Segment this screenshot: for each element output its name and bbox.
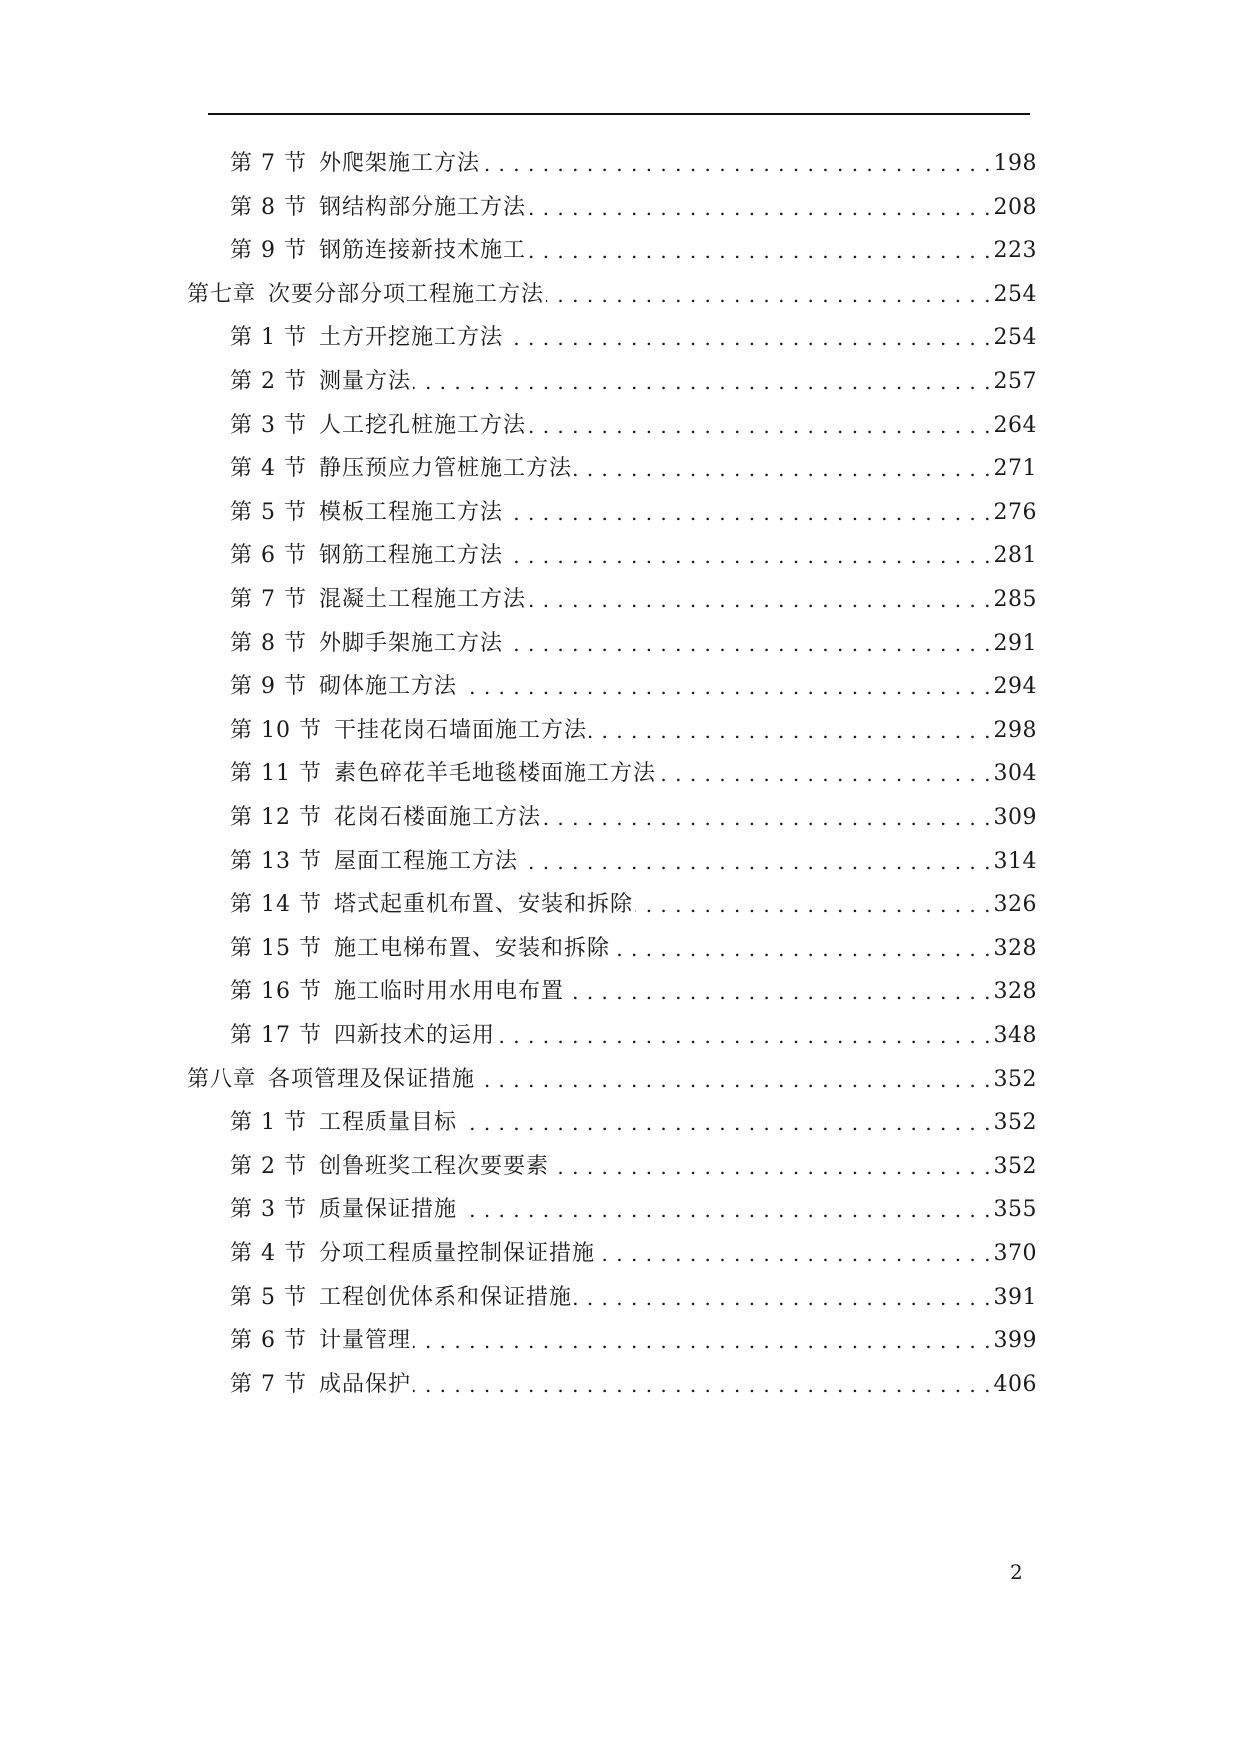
toc-entry-page: 208: [993, 195, 1037, 220]
toc-entry-number: 第 13 节: [230, 849, 322, 874]
toc-section-entry[interactable]: [230, 235, 1037, 267]
toc-section-entry[interactable]: [230, 1020, 1037, 1052]
toc-section-entry[interactable]: [230, 366, 1037, 398]
toc-entry-number: 第 4 节: [230, 1241, 307, 1266]
toc-entry-title: 塔式起重机布置、安装和拆除: [333, 892, 633, 917]
toc-dot-leader: [551, 1151, 992, 1183]
toc-entry-page: 406: [993, 1372, 1037, 1397]
toc-section-entry[interactable]: [230, 410, 1037, 442]
page-number: 2: [1010, 1560, 1023, 1584]
toc-entry-number: 第 15 节: [230, 936, 322, 961]
toc-entry-page: 257: [993, 369, 1037, 394]
toc-entry-title: 计量管理: [318, 1328, 411, 1353]
toc-dot-leader: [658, 758, 992, 790]
toc-section-entry[interactable]: [230, 671, 1037, 703]
toc-section-entry[interactable]: [230, 148, 1037, 180]
toc-entry-title: 模板工程施工方法: [318, 500, 503, 525]
toc-dot-leader: [635, 889, 992, 921]
toc-entry-title: 工程质量目标: [318, 1110, 457, 1135]
toc-entry-title: 外脚手架施工方法: [318, 631, 503, 656]
toc-entry-title: 四新技术的运用: [333, 1023, 495, 1048]
toc-entry-title: 施工临时用水用电布置: [333, 979, 564, 1004]
toc-section-entry[interactable]: [230, 846, 1037, 878]
toc-dot-leader: [528, 192, 992, 224]
toc-section-entry[interactable]: [230, 1369, 1037, 1401]
toc-entry-page: 264: [993, 413, 1037, 438]
toc-entry-number: 第 7 节: [230, 151, 307, 176]
toc-entry-number: 第 3 节: [230, 413, 307, 438]
toc-entry-page: 352: [993, 1110, 1037, 1135]
toc-dot-leader: [505, 628, 992, 660]
toc-section-entry[interactable]: [230, 758, 1037, 790]
toc-entry-number: 第 7 节: [230, 587, 307, 612]
toc-section-entry[interactable]: [230, 1238, 1037, 1270]
toc-entry-title: 各项管理及保证措施: [268, 1067, 476, 1092]
toc-entry-number: 第 8 节: [230, 631, 307, 656]
toc-entry-page: 298: [993, 718, 1037, 743]
toc-entry-number: 第 4 节: [230, 456, 307, 481]
toc-section-entry[interactable]: [230, 715, 1037, 747]
toc-dot-leader: [520, 846, 992, 878]
toc-entry-title: 砌体施工方法: [318, 674, 457, 699]
toc-section-entry[interactable]: [230, 192, 1037, 224]
toc-entry-number: 第 1 节: [230, 325, 307, 350]
toc-entry-page: 355: [993, 1197, 1037, 1222]
toc-entry-number: 第 6 节: [230, 543, 307, 568]
toc-entry-number: 第 17 节: [230, 1023, 322, 1048]
toc-entry-title: 钢结构部分施工方法: [318, 195, 526, 220]
toc-dot-leader: [528, 235, 992, 267]
toc-section-entry[interactable]: [230, 584, 1037, 616]
toc-section-entry[interactable]: [230, 628, 1037, 660]
toc-dot-leader: [459, 1107, 992, 1139]
toc-entry-page: 276: [993, 500, 1037, 525]
toc-section-entry[interactable]: [230, 1194, 1037, 1226]
toc-entry-page: 281: [993, 543, 1037, 568]
toc-entry-number: 第 10 节: [230, 718, 322, 743]
toc-entry-page: 309: [993, 805, 1037, 830]
toc-section-entry[interactable]: [230, 1282, 1037, 1314]
toc-dot-leader: [566, 976, 992, 1008]
toc-entry-title: 次要分部分项工程施工方法: [268, 282, 545, 307]
toc-entry-number: 第 6 节: [230, 1328, 307, 1353]
toc-entry-number: 第 16 节: [230, 979, 322, 1004]
toc-dot-leader: [589, 715, 992, 747]
toc-entry-title: 分项工程质量控制保证措施: [318, 1241, 595, 1266]
toc-entry-title: 创鲁班奖工程次要要素: [318, 1154, 549, 1179]
toc-entry-page: 285: [993, 587, 1037, 612]
toc-entry-page: 328: [993, 979, 1037, 1004]
toc-section-entry[interactable]: [230, 1151, 1037, 1183]
toc-dot-leader: [482, 148, 992, 180]
toc-entry-title: 静压预应力管桩施工方法: [318, 456, 572, 481]
toc-dot-leader: [612, 933, 992, 965]
toc-entry-title: 钢筋连接新技术施工: [318, 238, 526, 263]
toc-entry-page: 304: [993, 761, 1037, 786]
toc-dot-leader: [413, 366, 992, 398]
toc-dot-leader: [459, 671, 992, 703]
toc-entry-title: 施工电梯布置、安装和拆除: [333, 936, 610, 961]
toc-entry-page: 370: [993, 1241, 1037, 1266]
toc-section-entry[interactable]: [230, 933, 1037, 965]
toc-dot-leader: [505, 540, 992, 572]
toc-section-entry[interactable]: [230, 453, 1037, 485]
toc-entry-title: 屋面工程施工方法: [333, 849, 518, 874]
toc-entry-number: 第 9 节: [230, 674, 307, 699]
toc-dot-leader: [477, 1064, 991, 1096]
toc-entry-title: 测量方法: [318, 369, 411, 394]
toc-section-entry[interactable]: [230, 497, 1037, 529]
toc-entry-number: 第 8 节: [230, 195, 307, 220]
toc-dot-leader: [574, 1282, 992, 1314]
toc-dot-leader: [413, 1325, 992, 1357]
toc-entry-page: 391: [993, 1285, 1037, 1310]
toc-entry-title: 干挂花岗石墙面施工方法: [333, 718, 587, 743]
toc-dot-leader: [459, 1194, 992, 1226]
toc-entry-title: 成品保护: [318, 1372, 411, 1397]
toc-entry-title: 钢筋工程施工方法: [318, 543, 503, 568]
toc-entry-page: 352: [993, 1154, 1037, 1179]
toc-entry-number: 第 11 节: [230, 761, 322, 786]
toc-section-entry[interactable]: [230, 322, 1037, 354]
toc-entry-title: 外爬架施工方法: [318, 151, 480, 176]
header-rule: [208, 113, 1030, 115]
toc-entry-page: 348: [993, 1023, 1037, 1048]
toc-entry-number: 第 2 节: [230, 1154, 307, 1179]
toc-entry-page: 326: [993, 892, 1037, 917]
toc-entry-number: 第 5 节: [230, 500, 307, 525]
toc-dot-leader: [505, 497, 992, 529]
toc-entry-number: 第 7 节: [230, 1372, 307, 1397]
toc-dot-leader: [543, 802, 992, 834]
toc-section-entry[interactable]: [230, 976, 1037, 1008]
toc-entry-page: 271: [993, 456, 1037, 481]
toc-entry-number: 第 9 节: [230, 238, 307, 263]
toc-entry-number: 第 14 节: [230, 892, 322, 917]
toc-dot-leader: [597, 1238, 992, 1270]
toc-section-entry[interactable]: [230, 540, 1037, 572]
toc-section-entry[interactable]: [230, 1107, 1037, 1139]
toc-dot-leader: [528, 410, 992, 442]
toc-section-entry[interactable]: [230, 802, 1037, 834]
toc-dot-leader: [413, 1369, 992, 1401]
toc-entry-page: 328: [993, 936, 1037, 961]
toc-dot-leader: [505, 322, 992, 354]
toc-dot-leader: [574, 453, 992, 485]
toc-entry-number: 第 5 节: [230, 1285, 307, 1310]
toc-entry-number: 第 2 节: [230, 369, 307, 394]
toc-entry-page: 291: [993, 631, 1037, 656]
toc-entry-page: 314: [993, 849, 1037, 874]
toc-section-entry[interactable]: [230, 889, 1037, 921]
toc-entry-title: 质量保证措施: [318, 1197, 457, 1222]
toc-entry-page: 223: [993, 238, 1037, 263]
toc-entry-title: 花岗石楼面施工方法: [333, 805, 541, 830]
toc-entry-page: 254: [993, 325, 1037, 350]
toc-entry-title: 素色碎花羊毛地毯楼面施工方法: [333, 761, 656, 786]
toc-entry-page: 198: [993, 151, 1037, 176]
toc-entry-title: 混凝土工程施工方法: [318, 587, 526, 612]
toc-entry-number: 第 1 节: [230, 1110, 307, 1135]
toc-entry-number: 第八章: [187, 1067, 257, 1092]
toc-entry-title: 土方开挖施工方法: [318, 325, 503, 350]
toc-entry-title: 工程创优体系和保证措施: [318, 1285, 572, 1310]
toc-entry-title: 人工挖孔桩施工方法: [318, 413, 526, 438]
toc-chapter-entry[interactable]: [187, 1064, 1037, 1096]
toc-dot-leader: [497, 1020, 992, 1052]
toc-entry-number: 第七章: [187, 282, 257, 307]
toc-chapter-entry[interactable]: [187, 279, 1037, 311]
toc-entry-number: 第 3 节: [230, 1197, 307, 1222]
toc-entry-page: 294: [993, 674, 1037, 699]
toc-dot-leader: [546, 279, 991, 311]
toc-section-entry[interactable]: [230, 1325, 1037, 1357]
toc-dot-leader: [528, 584, 992, 616]
toc-entry-page: 399: [993, 1328, 1037, 1353]
toc-entry-page: 254: [993, 282, 1037, 307]
toc-entry-number: 第 12 节: [230, 805, 322, 830]
toc-entry-page: 352: [993, 1067, 1037, 1092]
